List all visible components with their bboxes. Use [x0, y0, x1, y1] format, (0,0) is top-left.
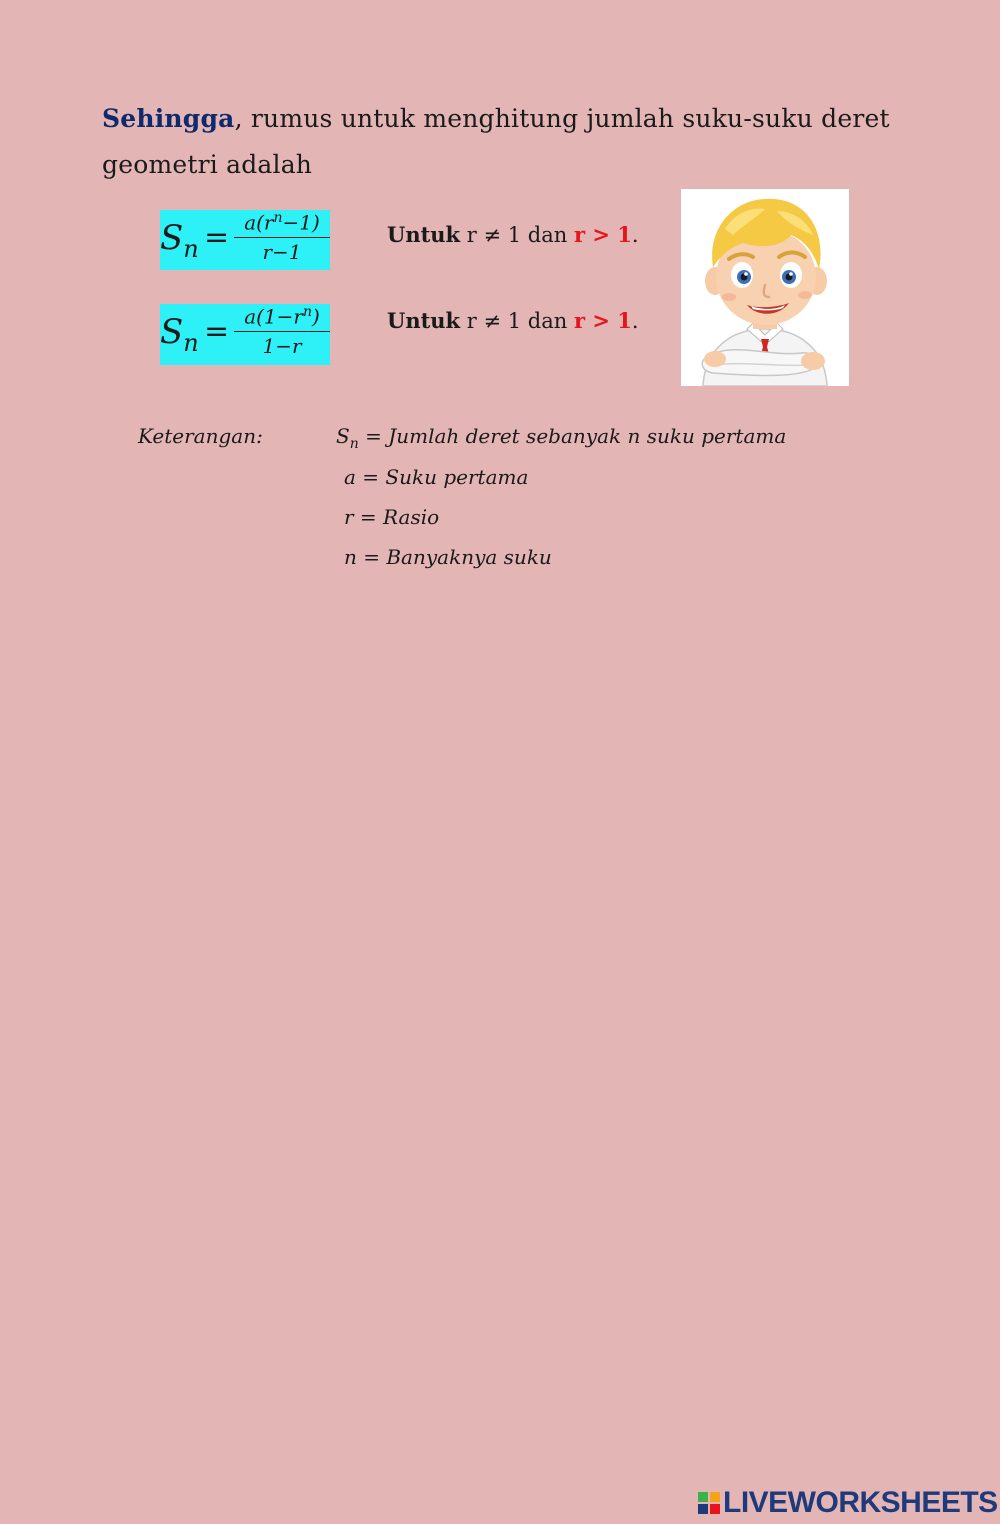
- formula-fraction: [234, 210, 330, 264]
- intro-lead-word: Sehingga: [102, 104, 235, 133]
- formula-numerator: $a(r^n-1)$: [234, 210, 330, 238]
- keterangan-item: n = Banyaknya suku: [344, 545, 552, 569]
- formula-numerator: $a(1-r^n)$: [234, 304, 330, 332]
- keterangan-item: $S_n$ = Jumlah deret sebanyak n suku pertama: [336, 424, 787, 452]
- formula-denominator: 1−r: [262, 333, 302, 358]
- liveworksheets-wordmark: LIVEWORKSHEETS: [723, 1486, 998, 1519]
- intro-paragraph: [102, 96, 912, 188]
- equals-sign: =: [204, 220, 230, 255]
- formula-sum-r-greater: [160, 210, 330, 270]
- equals-sign: =: [204, 314, 230, 349]
- boy-student-illustration: [681, 189, 849, 386]
- formula-sum-r-less: [160, 304, 330, 365]
- formula-lhs: $S_n$: [160, 218, 199, 263]
- formula-condition: Untuk r ≠ 1 dan r > 1.: [387, 308, 639, 333]
- formula-denominator: r−1: [262, 239, 302, 264]
- keterangan-label: Keterangan:: [138, 424, 263, 448]
- formula-fraction: [234, 304, 330, 358]
- formula-lhs: $S_n$: [160, 312, 199, 357]
- boy-student-cartoon-icon: [681, 189, 849, 386]
- liveworksheets-logo: [698, 1486, 998, 1520]
- intro-text: , rumus untuk menghitung jumlah suku-suku deret geometri adalah: [102, 104, 890, 179]
- keterangan-item: a = Suku pertama: [344, 465, 529, 489]
- keterangan-item: r = Rasio: [344, 505, 440, 529]
- formula-condition: Untuk r ≠ 1 dan r > 1.: [387, 222, 639, 247]
- liveworksheets-logo-icon: [698, 1492, 720, 1514]
